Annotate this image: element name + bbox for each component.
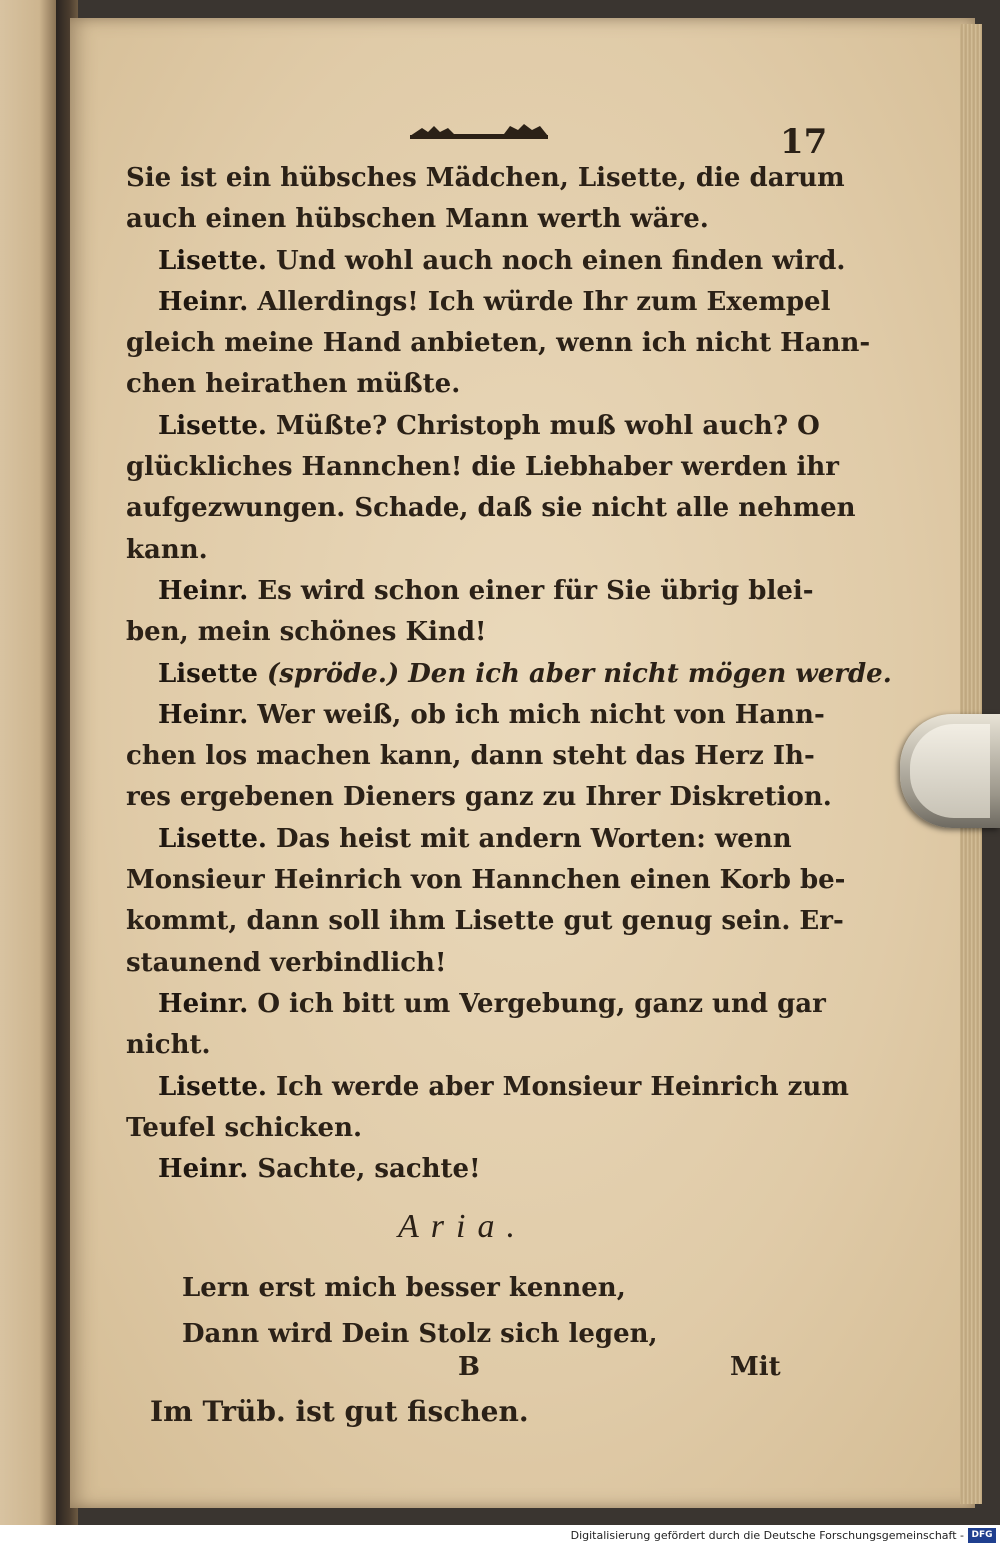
line-text: auch einen hübschen Mann werth wäre. <box>126 204 709 235</box>
line-text: Allerdings! Ich würde Ihr zum Exempel <box>248 286 831 317</box>
line-text: staunend verbindlich! <box>126 947 447 978</box>
speaker-name: Heinr. <box>158 1154 249 1185</box>
text-line <box>126 241 846 282</box>
left-page-edge <box>0 0 56 1525</box>
line-text: Sie ist ein hübsches Mädchen, Lisette, die darum <box>126 163 845 193</box>
text-line <box>126 530 826 571</box>
line-text: res ergebenen Dieners ganz zu Ihrer Diskretion. <box>126 782 832 813</box>
dfg-logo: DFG <box>968 1528 996 1543</box>
speaker-name: Lisette. <box>158 410 267 441</box>
text-line <box>126 901 844 942</box>
line-text: Müßte? Christoph muß wohl auch? O <box>266 410 820 441</box>
line-text: Wer weiß, ob ich mich nicht von Hann- <box>248 699 825 730</box>
speaker-name: Lisette. <box>158 823 267 854</box>
text-line <box>126 1025 826 1066</box>
line-text: Und wohl auch noch einen finden wird. <box>266 245 846 276</box>
text-line <box>126 1149 826 1190</box>
text-line <box>126 447 839 488</box>
line-text: kann. <box>126 534 208 565</box>
text-line <box>126 654 892 695</box>
line-text: glückliches Hannchen! die Liebhaber werden ihr <box>126 452 839 483</box>
speaker-name: Heinr. <box>158 575 249 606</box>
speaker-name: Lisette. <box>158 245 267 276</box>
aria-verse <box>182 1265 658 1357</box>
page-number: 17 <box>780 122 828 162</box>
speaker-name: Lisette. <box>158 1071 267 1102</box>
text-line <box>126 364 826 405</box>
line-text: Sachte, sachte! <box>248 1154 481 1185</box>
text-line <box>126 282 831 323</box>
speaker-name: Heinr. <box>158 988 249 1019</box>
bottom-line: Im Trüb. ist gut fischen. <box>150 1395 529 1428</box>
line-text: ben, mein schönes Kind! <box>126 617 487 648</box>
text-line <box>126 199 826 240</box>
text-line <box>126 612 826 653</box>
bookmark-clip-inner <box>910 724 990 818</box>
line-text: aufgezwungen. Schade, daß sie nicht alle nehmen <box>126 493 856 524</box>
aria-heading: Aria. <box>398 1208 527 1245</box>
line-text: O ich bitt um Vergebung, ganz und gar <box>248 988 826 1019</box>
text-line <box>126 406 826 447</box>
text-line <box>126 158 845 199</box>
funding-credit: Digitalisierung gefördert durch die Deutsche Forschungsgemeinschaft - <box>570 1529 964 1542</box>
line-text: gleich meine Hand anbieten, wenn ich nicht Hann- <box>126 328 871 359</box>
line-text: chen los machen kann, dann steht das Herz Ih- <box>126 741 815 772</box>
footer-bar <box>0 1525 1000 1548</box>
speaker-name: Heinr. <box>158 699 249 730</box>
text-line <box>126 488 856 529</box>
line-text: Teufel schicken. <box>126 1112 363 1143</box>
signature-mark: B <box>458 1352 480 1382</box>
text-line <box>126 1108 826 1149</box>
text-line <box>126 695 826 736</box>
line-text: (spröde.) Den ich aber nicht mögen werde. <box>257 658 892 689</box>
text-line <box>126 777 832 818</box>
verse-line: Dann wird Dein Stolz sich legen, <box>182 1319 658 1349</box>
line-text: nicht. <box>126 1030 211 1061</box>
line-text: Ich werde aber Monsieur Heinrich zum <box>266 1071 849 1102</box>
text-line <box>126 943 826 984</box>
text-line <box>126 819 826 860</box>
text-line <box>126 860 846 901</box>
body-text <box>126 158 892 1190</box>
header-ornament <box>408 120 550 142</box>
line-text: Das heist mit andern Worten: wenn <box>266 823 792 854</box>
line-text: Monsieur Heinrich von Hannchen einen Korb be- <box>126 865 846 896</box>
text-line <box>126 1067 849 1108</box>
catchword: Mit <box>730 1352 781 1382</box>
text-line <box>126 323 871 364</box>
text-line <box>126 736 826 777</box>
text-line <box>126 571 826 612</box>
verse-line: Lern erst mich besser kennen, <box>182 1273 626 1303</box>
speaker-name: Heinr. <box>158 286 249 317</box>
line-text: kommt, dann soll ihm Lisette gut genug sein. Er- <box>126 906 844 937</box>
text-line <box>126 984 826 1025</box>
speaker-name: Lisette <box>158 658 258 689</box>
line-text: chen heirathen müßte. <box>126 369 461 400</box>
line-text: Es wird schon einer für Sie übrig blei- <box>248 575 814 606</box>
